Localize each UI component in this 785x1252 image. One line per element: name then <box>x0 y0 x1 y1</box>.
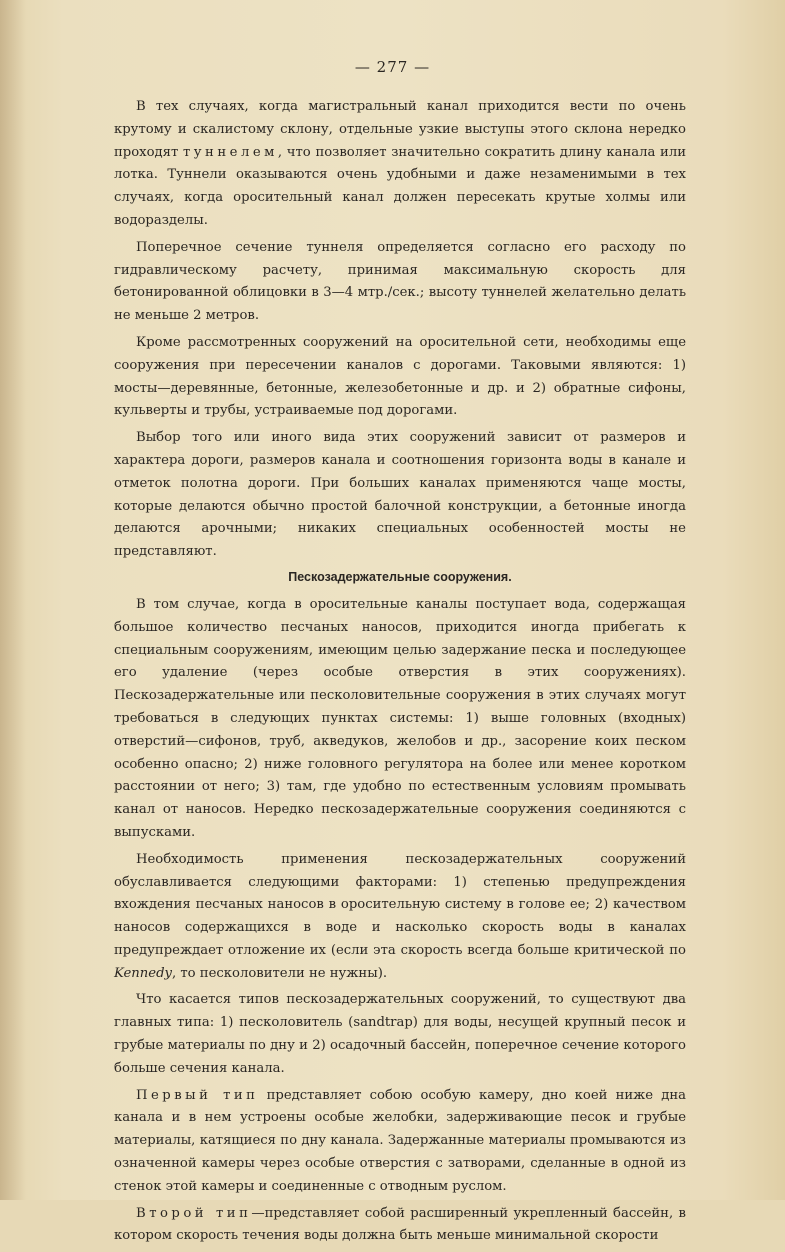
paragraph-first-type <box>114 1085 686 1199</box>
paragraph-sand-types: Что касается типов пескозадержательных сооружений, то существуют два главных типа: 1) песколовитель (sandtrap) для воды, несущей крупный песок и грубые материалы по дну и 2) осадочный бассейн, поперечное сечение которого больше сечения канала. <box>114 992 686 1076</box>
paragraph-second-type <box>114 1203 686 1249</box>
paragraph-text: Необходимость применения пескозадержательных сооружений обуславливается следующими факторами: 1) степенью предупреждения вхождения песчаных наносов в оросительную систему в голове ее; 2) качеством наносов содержащихся в воде и насколько скорость воды в каналах предупреждает отложение их (если эта скорость всегда больше критической по <box>114 851 686 958</box>
page-number: — 277 — <box>354 58 431 76</box>
spaced-term-tunnel: туннелем <box>183 144 278 160</box>
paragraph-tunnel-section: Поперечное сечение туннеля определяется согласно его расходу по гидравлическому расчету, принимая максимальную скорость для бетонированной облицовки в 3—4 мтр./сек.; высоту туннелей желательно делать не меньше 2 метров. <box>114 239 686 324</box>
paragraph-tunnels <box>114 96 686 233</box>
italic-name-kennedy: Kennedy <box>114 965 172 981</box>
paragraph-text: представляет собою особую камеру, дно коей ниже дна канала и в нем устроены особые желобки, задерживающие песок и грубые материалы, катящиеся по дну канала. Задержанные материалы промываются из означенной камеры через особые отверстия с затворами, сделанные в одной из стенок этой камеры и соединенные с отводным руслом. <box>114 1087 686 1194</box>
page-body <box>114 96 686 1252</box>
spaced-term-second-type: Второй тип <box>136 1205 252 1221</box>
section-heading: Пескозадержательные сооружения. <box>288 569 512 584</box>
paragraph-text: , что позволяет значительно сократить длину канала или лотка. Туннели оказываются очень удобными и даже незаменимыми в тех случаях, когда оросительный канал должен пересекать крутые холмы или водоразделы. <box>114 144 687 228</box>
paragraph-road-crossings: Кроме рассмотренных сооружений на оросительной сети, необходимы еще сооружения при пересечении каналов с дорогами. Таковыми являются: 1) мосты—деревянные, бетонные, железобетонные и др. и 2) обратные сифоны, кульверты и трубы, устраиваемые под дорогами. <box>114 334 686 419</box>
paragraph-text: , то песколовители не нужны). <box>172 965 388 981</box>
paragraph-sand-necessity <box>114 849 686 986</box>
page-spine-shadow <box>0 0 26 1200</box>
paragraph-bridge-choice: Выбор того или иного вида этих сооружений зависит от размеров и характера дороги, размеров канала и соотношения горизонта воды в канале и отметок полотна дороги. При больших каналах применяются чаще мосты, которые делаются обычно простой балочной конструкции, а бетонные иногда делаются арочными; никаких специальных особенностей мосты не представляют. <box>114 430 686 560</box>
paragraph-text: В тех случаях, когда магистральный канал приходится вести по очень крутому и скалистому склону, отдельные узкие выступы этого склона нередко проходят <box>114 99 686 160</box>
spaced-term-first-type: Первый тип <box>136 1087 259 1103</box>
paragraph-text: —представляет собой расширенный укрепленный бассейн, в котором скорость течения воды должна быть меньше минимальной скорости <box>114 1205 686 1244</box>
paragraph-sand-intro: В том случае, когда в оросительные каналы поступает вода, содержащая большое количество песчаных наносов, приходится иногда прибегать к специальным сооружениям, имеющим целью задержание песка и последующее его удаление (через особые отверстия в этих сооружениях). Пескозадержательные или песколовительные сооружения в этих случаях могут требоваться в следующих пунктах системы: 1) выше головных (входных) отверстий—сифонов, труб, акведуков, желобов и др., засорение коих песком особенно опасно; 2) ниже головного регулятора на более или менее коротком расстоянии от него; 3) там, где удобно по естественным условиям промывать канал от наносов. Нередко пескозадержательные сооружения соединяются с выпусками. <box>114 596 686 840</box>
